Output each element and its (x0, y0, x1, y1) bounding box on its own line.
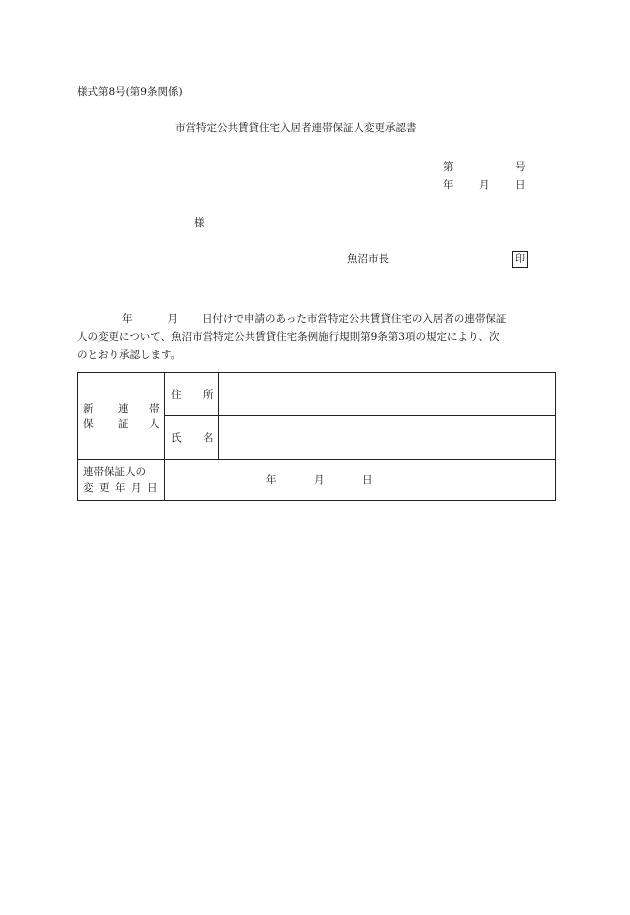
label-char: 月 (131, 482, 142, 494)
change-date-month: 月 (314, 474, 325, 486)
change-date-label-line1: 連帯保証人の (83, 466, 146, 478)
issue-date-year: 年 (443, 179, 454, 191)
body-year: 年 (122, 313, 133, 325)
issue-date-month: 月 (479, 179, 490, 191)
document-title: 市営特定公共賃貸住宅入居者連帯保証人変更承認書 (175, 122, 417, 134)
document-number-prefix: 第 (443, 161, 454, 173)
name-field[interactable] (219, 416, 555, 459)
label-char: 連 (118, 403, 129, 415)
label-char: 人 (149, 418, 160, 430)
addressee-honorific: 様 (194, 217, 205, 229)
change-date-field[interactable] (165, 460, 555, 500)
label-char: 保 (83, 418, 94, 430)
body-paragraph (77, 310, 557, 364)
label-char: 氏 (171, 432, 182, 444)
label-char: 名 (203, 432, 214, 444)
change-date-year: 年 (266, 474, 277, 486)
label-char: 年 (115, 482, 126, 494)
body-line-3: のとおり承認します。 (77, 349, 182, 361)
label-char: 新 (83, 403, 94, 415)
label-char: 日 (147, 482, 158, 494)
body-line-2: 人の変更について、魚沼市営特定公共賃貸住宅条例施行規則第9条第3項の規定により、次 (77, 331, 500, 343)
label-char: 証 (118, 418, 129, 430)
issue-date-day: 日 (515, 179, 526, 191)
body-line-1-text: 日付けで申請のあった市営特定公共賃貸住宅の入居者の連帯保証 (202, 313, 507, 325)
issuer-name: 魚沼市長 (347, 253, 389, 265)
form-number: 様式第8号(第9条関係) (77, 86, 183, 98)
body-month: 月 (167, 313, 178, 325)
seal-mark: 印 (512, 251, 528, 268)
guarantor-table (77, 372, 556, 501)
body-line-1 (77, 310, 557, 328)
label-char: 住 (171, 389, 182, 401)
label-char: 更 (99, 482, 110, 494)
document-number-suffix: 号 (515, 161, 526, 173)
address-field[interactable] (219, 373, 555, 415)
label-char: 帯 (149, 403, 160, 415)
change-date-day: 日 (362, 474, 373, 486)
label-char: 所 (203, 389, 214, 401)
label-char: 変 (83, 482, 94, 494)
